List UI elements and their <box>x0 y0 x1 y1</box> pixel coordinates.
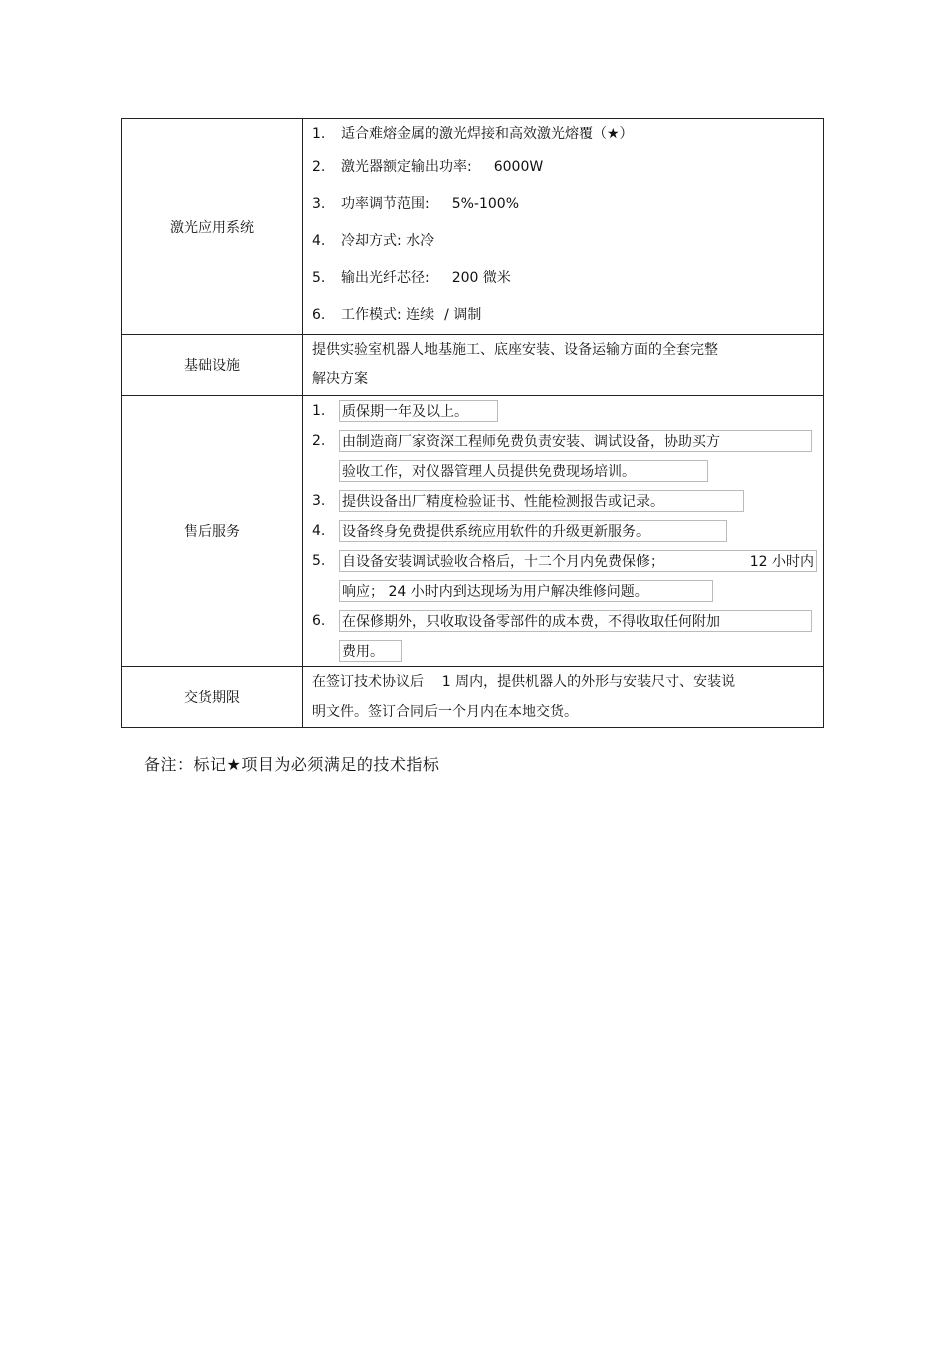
service-item-1: 1. 质保期一年及以上。 <box>303 396 823 426</box>
row-delivery <box>122 667 824 728</box>
laser-item-4: 4. 冷却方式: 水冷 <box>312 233 435 249</box>
laser-item-1: 1. 适合难熔金属的激光焊接和高效激光熔覆（★） <box>312 126 634 142</box>
row-service <box>122 396 824 667</box>
laser-item-2: 2. 激光器额定输出功率: 6000W <box>312 159 544 175</box>
infra-line-2: 解决方案 <box>312 371 368 387</box>
laser-item-3: 3. 功率调节范围: 5%-100% <box>312 196 520 212</box>
service-item-6: 6. 在保修期外，只收取设备零部件的成本费，不得收取任何附加 <box>303 606 823 636</box>
infra-line-1: 提供实验室机器人地基施工、底座安装、设备运输方面的全套完整 <box>312 342 718 358</box>
service-item-6-cont: 费用。 <box>303 636 823 666</box>
service-item-2: 2. 由制造商厂家资深工程师免费负责安装、调试设备，协助买方 <box>303 426 823 456</box>
content-service <box>303 396 824 667</box>
service-item-5: 5. 自设备安装调试验收合格后，十二个月内免费保修； 12 小时内 <box>303 546 823 576</box>
service-item-4: 4. 设备终身免费提供系统应用软件的升级更新服务。 <box>303 516 823 546</box>
service-item-2-cont: 验收工作，对仪器管理人员提供免费现场培训。 <box>303 456 823 486</box>
content-delivery <box>303 667 824 728</box>
content-laser <box>303 119 824 335</box>
footnote: 备注：标记★项目为必须满足的技术指标 <box>144 755 440 774</box>
label-delivery: 交货期限 <box>122 667 303 728</box>
label-infra: 基础设施 <box>122 335 303 396</box>
service-item-5-cont: 响应； 24 小时内到达现场为用户解决维修问题。 <box>303 576 823 606</box>
label-laser: 激光应用系统 <box>122 119 303 335</box>
row-infra <box>122 335 824 396</box>
content-infra <box>303 335 824 396</box>
service-item-3: 3. 提供设备出厂精度检验证书、性能检测报告或记录。 <box>303 486 823 516</box>
row-laser <box>122 119 824 335</box>
delivery-line-1: 在签订技术协议后 1 周内，提供机器人的外形与安装尺寸、安装说 <box>312 674 736 690</box>
laser-item-6: 6. 工作模式: 连续 / 调制 <box>312 307 482 323</box>
delivery-line-2: 明文件。签订合同后一个月内在本地交货。 <box>312 704 578 720</box>
label-service: 售后服务 <box>122 396 303 667</box>
spec-table <box>121 118 824 728</box>
laser-item-5: 5. 输出光纤芯径: 200 微米 <box>312 270 511 286</box>
